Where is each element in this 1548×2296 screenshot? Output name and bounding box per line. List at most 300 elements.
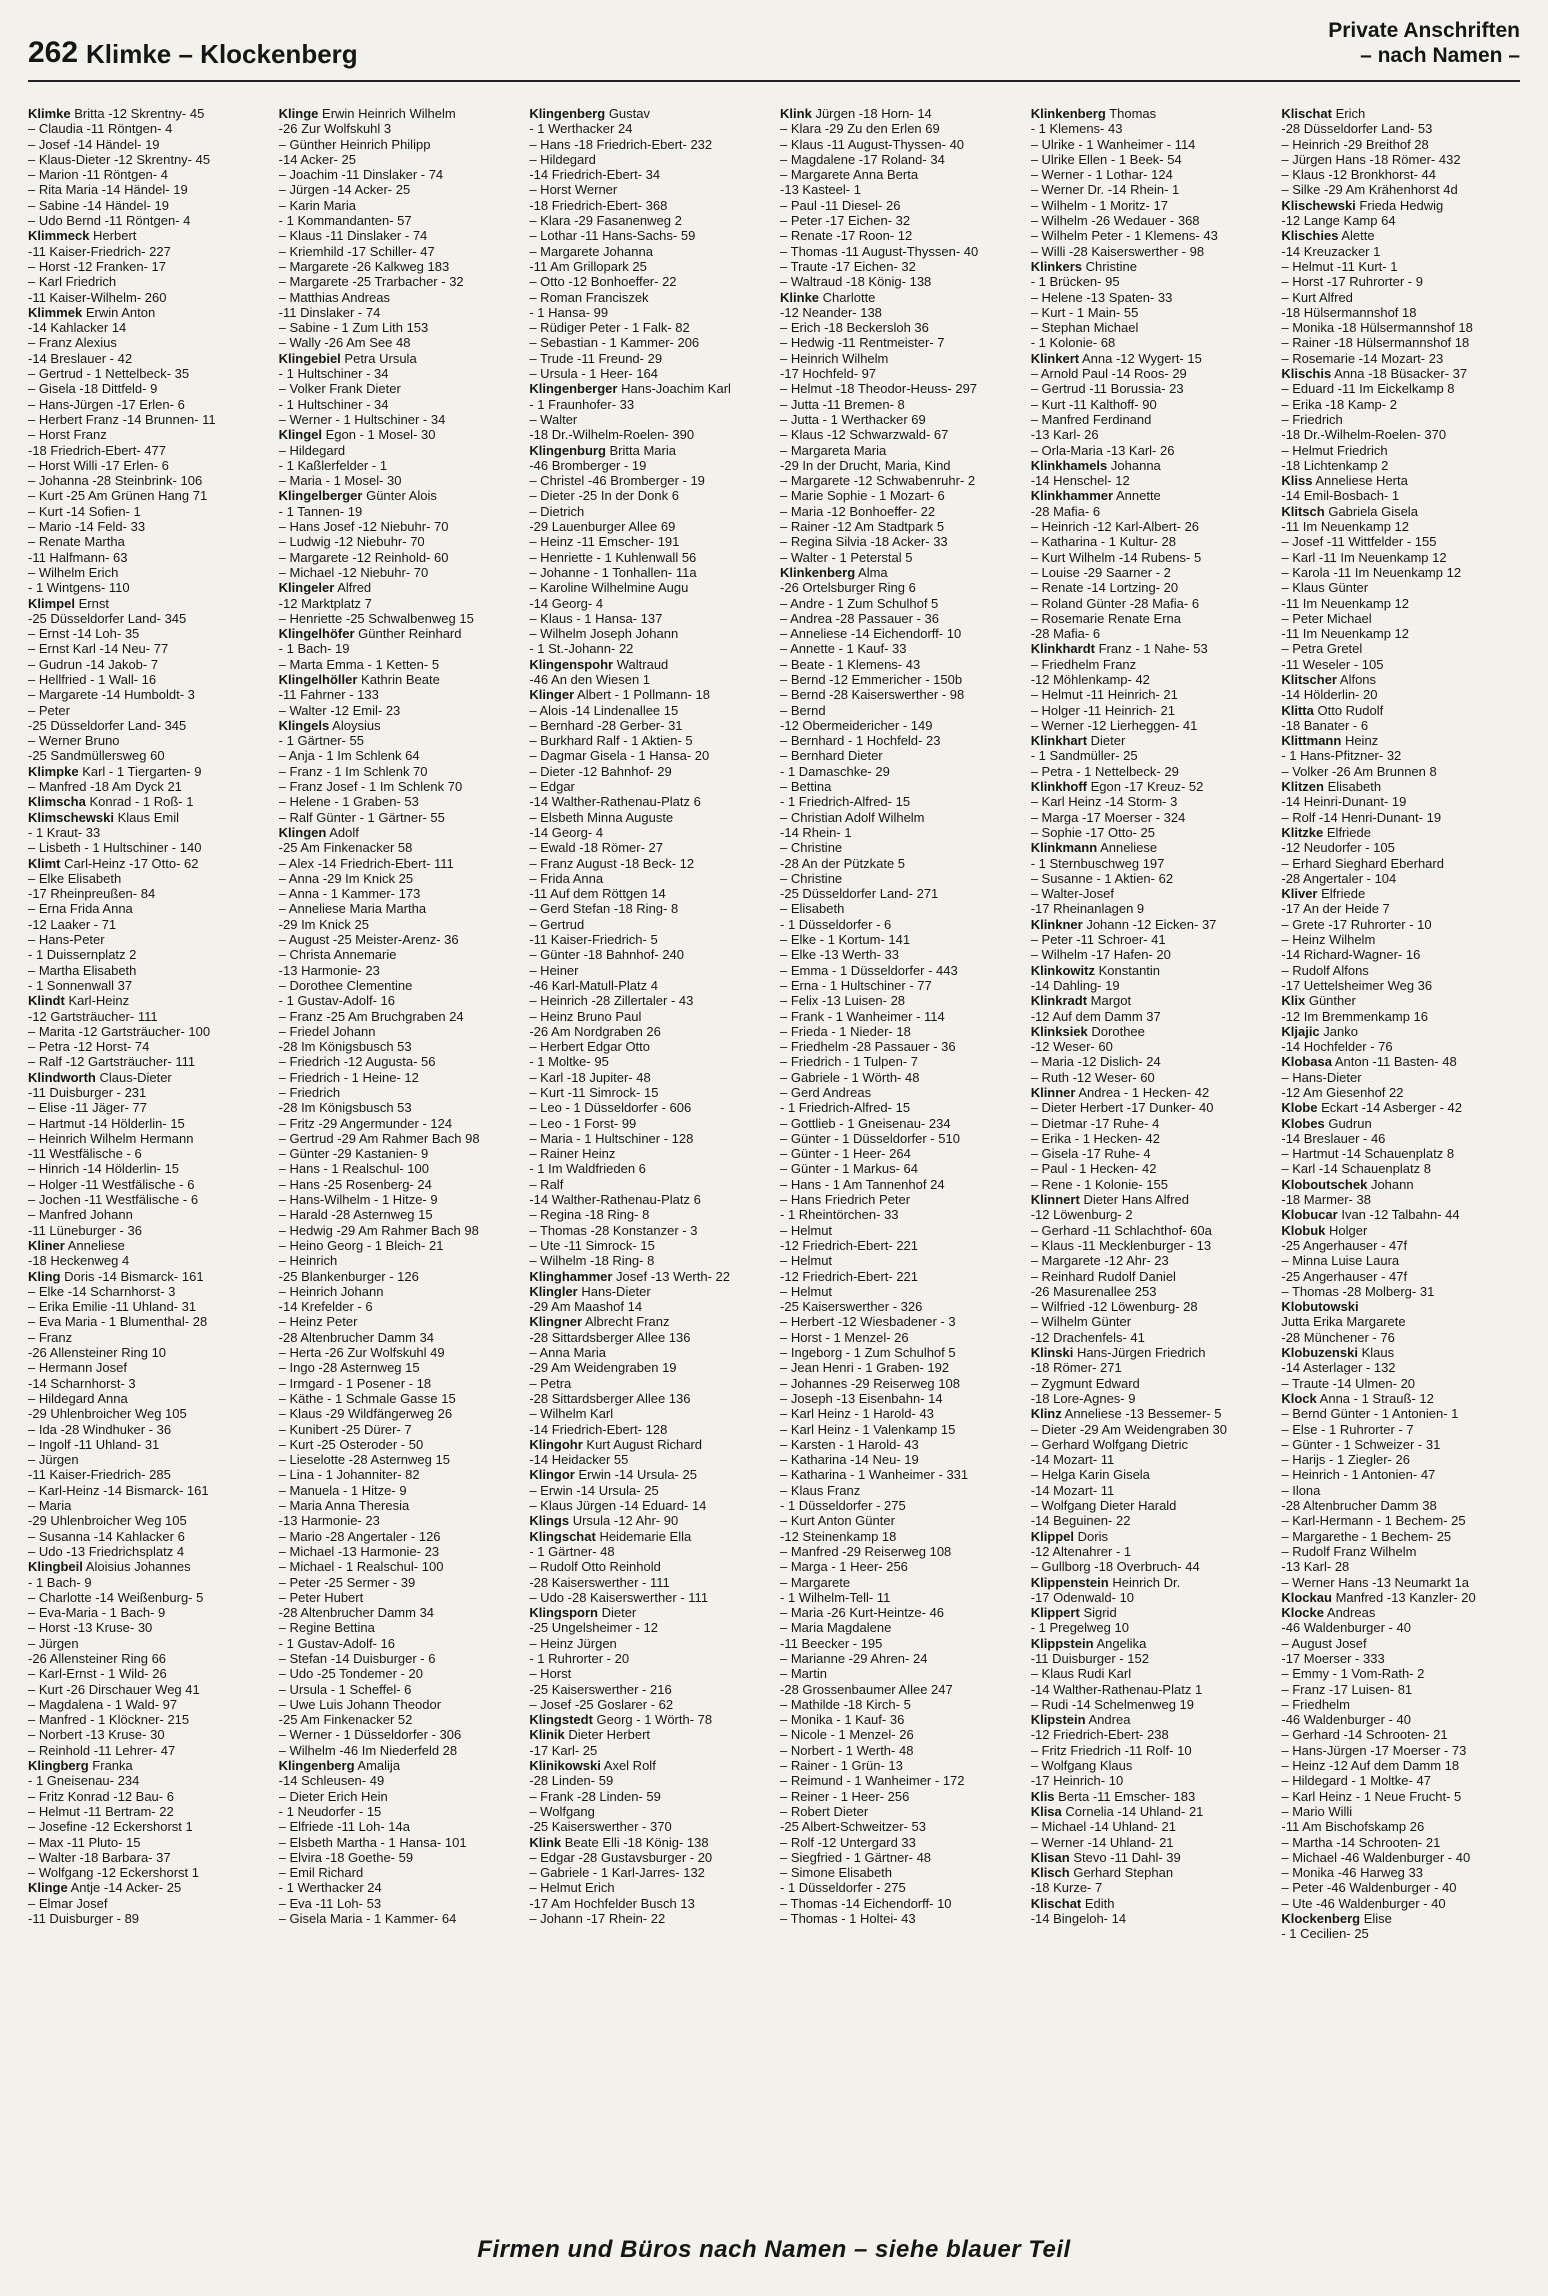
entry-text: – Wilhelm Joseph Johann xyxy=(529,626,679,642)
directory-entry-line xyxy=(529,504,768,519)
directory-entry-line xyxy=(28,1284,267,1299)
directory-column-1 xyxy=(28,106,267,2204)
entry-text: – Henriette - 1 Kuhlenwall 56 xyxy=(529,549,697,565)
directory-entry-head xyxy=(1031,1804,1270,1819)
directory-entry-line xyxy=(1031,274,1270,289)
directory-entry-line xyxy=(28,1223,267,1238)
directory-entry-line xyxy=(1281,1896,1520,1911)
directory-entry-line xyxy=(1031,1299,1270,1314)
directory-entry-head xyxy=(1031,488,1270,503)
surname: Kljajic xyxy=(1281,1023,1320,1039)
entry-text: – Heinz -12 Auf dem Damm 18 xyxy=(1281,1758,1460,1774)
entry-text: – Marion -11 Röntgen- 4 xyxy=(28,167,168,183)
directory-entry-line xyxy=(780,1605,1019,1620)
directory-entry-head xyxy=(279,106,518,121)
entry-text: – Franz - 1 Im Schlenk 70 xyxy=(278,763,428,779)
directory-entry-head xyxy=(279,672,518,687)
entry-text: – Udo Bernd -11 Röntgen- 4 xyxy=(28,213,191,229)
directory-entry-line xyxy=(279,1789,518,1804)
surname: Klinkowitz xyxy=(1030,962,1095,978)
directory-entry-line xyxy=(780,1192,1019,1207)
entry-text: – Thomas -28 Molberg- 31 xyxy=(1281,1283,1435,1299)
directory-entry-line xyxy=(279,335,518,350)
directory-entry-line xyxy=(28,1376,267,1391)
surname: Kliver xyxy=(1281,886,1318,902)
directory-entry-line xyxy=(28,1605,267,1620)
directory-entry-head xyxy=(1281,1116,1520,1131)
directory-entry-line xyxy=(529,1177,768,1192)
directory-entry-head xyxy=(1281,1100,1520,1115)
directory-entry-line xyxy=(529,1223,768,1238)
directory-entry-line xyxy=(1281,1559,1520,1574)
entry-text: – Claudia -11 Röntgen- 4 xyxy=(28,121,173,137)
directory-entry-line xyxy=(28,1682,267,1697)
entry-text: -12 Weser- 60 xyxy=(1030,1039,1113,1055)
entry-text: – Rudolf Franz Wilhelm xyxy=(1281,1543,1417,1559)
entry-text: -14 Walther-Rathenau-Platz 1 xyxy=(1030,1681,1203,1697)
entry-text: – Heino Georg - 1 Bleich- 21 xyxy=(278,1237,444,1253)
entry-text: – Gabriele - 1 Wörth- 48 xyxy=(780,1069,920,1085)
directory-entry-line xyxy=(1281,1070,1520,1085)
entry-text: -17 Am Hochfelder Busch 13 xyxy=(529,1895,695,1911)
entry-text: -12 Friedrich-Ebert- 221 xyxy=(780,1268,919,1284)
entry-text: – Roland Günter -28 Mafia- 6 xyxy=(1030,595,1200,611)
directory-entry-head xyxy=(1031,351,1270,366)
directory-entry-line xyxy=(780,1529,1019,1544)
entry-text: – Gertrud - 1 Nettelbeck- 35 xyxy=(28,366,190,382)
directory-entry-line xyxy=(1281,641,1520,656)
directory-entry-head xyxy=(279,626,518,641)
directory-entry-line xyxy=(1031,1039,1270,1054)
entry-text: – Michael - 1 Realschul- 100 xyxy=(278,1559,444,1575)
entry-text: – Michael -14 Uhland- 21 xyxy=(1030,1819,1176,1835)
directory-entry-line xyxy=(28,657,267,672)
directory-entry-line xyxy=(279,1666,518,1681)
directory-entry-line xyxy=(279,978,518,993)
entry-text: – Maria -12 Dislich- 24 xyxy=(1030,1054,1161,1070)
entry-text: – Margarethe - 1 Bechem- 25 xyxy=(1281,1528,1452,1544)
entry-text: Franz - 1 Nahe- 53 xyxy=(1098,641,1208,657)
directory-entry-line xyxy=(279,1865,518,1880)
entry-text: Anneliese xyxy=(1100,840,1158,856)
entry-text: – Martha -14 Schrooten- 21 xyxy=(1281,1834,1441,1850)
entry-text: – Udo -13 Friedrichsplatz 4 xyxy=(28,1543,185,1559)
entry-text: – Christine xyxy=(780,840,843,856)
directory-entry-line xyxy=(1031,1146,1270,1161)
entry-text: – Manuela - 1 Hitze- 9 xyxy=(278,1482,407,1498)
directory-entry-line xyxy=(529,718,768,733)
directory-entry-line xyxy=(529,473,768,488)
directory-entry-line xyxy=(529,1070,768,1085)
entry-text: – Werner Bruno xyxy=(28,733,120,749)
entry-text: – Jürgen -14 Acker- 25 xyxy=(278,182,411,198)
directory-entry-line xyxy=(529,978,768,993)
entry-text: – Günther Heinrich Philipp xyxy=(278,136,431,152)
directory-entry-line xyxy=(780,856,1019,871)
entry-text: – Else - 1 Ruhrorter - 7 xyxy=(1281,1421,1414,1437)
entry-text: -28 Im Königsbusch 53 xyxy=(278,1039,412,1055)
directory-entry-line xyxy=(529,1666,768,1681)
directory-entry-line xyxy=(529,412,768,427)
directory-entry-line xyxy=(1281,550,1520,565)
directory-entry-line xyxy=(1281,1330,1520,1345)
entry-text: -29 Uhlenbroicher Weg 105 xyxy=(28,1513,187,1529)
directory-entry-line xyxy=(28,901,267,916)
directory-entry-line xyxy=(279,748,518,763)
entry-text: -11 Westfälische - 6 xyxy=(28,1146,142,1162)
directory-entry-line xyxy=(279,443,518,458)
surname: Klingler xyxy=(529,1283,578,1299)
entry-text: Kathrin Beate xyxy=(361,671,440,687)
surname: Klinge xyxy=(28,1880,68,1896)
directory-entry-line xyxy=(28,1330,267,1345)
entry-text: – Dieter Herbert -17 Dunker- 40 xyxy=(1030,1100,1214,1116)
directory-entry-line xyxy=(1031,1376,1270,1391)
entry-text: – Margarete Johanna xyxy=(529,243,653,259)
directory-entry-line xyxy=(1281,1483,1520,1498)
entry-text: – Hans - 1 Am Tannenhof 24 xyxy=(780,1176,945,1192)
directory-entry-head xyxy=(529,1712,768,1727)
directory-entry-line xyxy=(1281,1009,1520,1024)
entry-text: Albrecht Franz xyxy=(584,1314,670,1330)
entry-text: -12 Auf dem Damm 37 xyxy=(1030,1008,1161,1024)
surname: Klingbeil xyxy=(28,1559,83,1575)
entry-text: – Joachim -11 Dinslaker - 74 xyxy=(278,167,444,183)
entry-text: – Wolfgang Dieter Harald xyxy=(1030,1498,1177,1514)
directory-entry-line xyxy=(529,167,768,182)
entry-text: -14 Richard-Wagner- 16 xyxy=(1281,947,1421,963)
directory-entry-line xyxy=(279,458,518,473)
directory-entry-line xyxy=(1281,274,1520,289)
entry-text: – Matthias Andreas xyxy=(278,289,390,305)
entry-text: – Katharina -14 Neu- 19 xyxy=(780,1452,919,1468)
directory-entry-line xyxy=(1031,366,1270,381)
entry-text: – Heinz Jürgen xyxy=(529,1635,617,1651)
entry-text: – Karl Heinz -14 Storm- 3 xyxy=(1030,794,1178,810)
entry-text: – Gisela -17 Ruhe- 4 xyxy=(1030,1146,1151,1162)
directory-entry-line xyxy=(529,886,768,901)
directory-entry-line xyxy=(28,1896,267,1911)
surname: Klinkner xyxy=(1030,916,1083,932)
directory-entry-line xyxy=(529,1743,768,1758)
directory-entry-line xyxy=(1031,443,1270,458)
directory-entry-line xyxy=(1281,1376,1520,1391)
directory-entry-line xyxy=(529,1651,768,1666)
surname: Klisch xyxy=(1030,1865,1070,1881)
entry-text: – Uwe Luis Johann Theodor xyxy=(278,1696,442,1712)
directory-entry-line xyxy=(1031,978,1270,993)
directory-entry-line xyxy=(28,1620,267,1635)
directory-entry-line xyxy=(529,1054,768,1069)
entry-text: -28 Kaiserswerther - 111 xyxy=(529,1574,670,1590)
directory-entry-line xyxy=(1281,1039,1520,1054)
directory-entry-line xyxy=(780,1406,1019,1421)
directory-entry-line xyxy=(1281,1544,1520,1559)
surname: Klinkers xyxy=(1030,258,1082,274)
entry-text: – Petra xyxy=(529,1375,572,1391)
entry-text: -17 Heinrich- 10 xyxy=(1030,1773,1124,1789)
directory-entry-line xyxy=(1031,1758,1270,1773)
directory-entry-line xyxy=(529,519,768,534)
entry-text: – Heinz Wilhelm xyxy=(1281,932,1376,948)
directory-entry-head xyxy=(279,718,518,733)
entry-text: – Rainer -18 Hülsermannshof 18 xyxy=(1281,335,1470,351)
entry-text: -12 Laaker - 71 xyxy=(28,916,117,932)
entry-text: – Bernd xyxy=(780,702,826,718)
entry-text: – Hartmut -14 Hölderlin- 15 xyxy=(28,1115,185,1131)
directory-entry-head xyxy=(28,106,267,121)
directory-entry-line xyxy=(1031,687,1270,702)
directory-entry-line xyxy=(529,1131,768,1146)
directory-entry-head xyxy=(28,1238,267,1253)
directory-entry-line xyxy=(28,1727,267,1742)
directory-entry-line xyxy=(1281,259,1520,274)
entry-text: – Wilhelm -18 Ring- 8 xyxy=(529,1253,655,1269)
directory-entry-line xyxy=(529,1192,768,1207)
entry-text: – Erich -18 Beckersloh 36 xyxy=(780,320,929,336)
directory-entry-line xyxy=(1031,1452,1270,1467)
entry-text: -46 Waldenburger - 40 xyxy=(1281,1712,1411,1728)
directory-entry-line xyxy=(279,1575,518,1590)
entry-text: Josef -13 Werth- 22 xyxy=(616,1268,730,1284)
directory-entry-line xyxy=(780,978,1019,993)
directory-entry-line xyxy=(279,641,518,656)
entry-text: Frieda Hedwig xyxy=(1359,197,1444,213)
entry-text: - 1 Hans-Pfitzner- 32 xyxy=(1281,748,1402,764)
directory-entry-head xyxy=(1281,703,1520,718)
directory-entry-line xyxy=(1031,1253,1270,1268)
page-range-title: Klimke – Klockenberg xyxy=(86,39,358,69)
entry-text: – Helmut -18 Theodor-Heuss- 297 xyxy=(780,381,978,397)
directory-entry-line xyxy=(529,764,768,779)
entry-text: – Joseph -13 Eisenbahn- 14 xyxy=(780,1390,943,1406)
entry-text: – Gabriele - 1 Karl-Jarres- 132 xyxy=(529,1865,705,1881)
surname: Klinkhamels xyxy=(1030,457,1108,473)
directory-entry-line xyxy=(1281,458,1520,473)
directory-entry-head xyxy=(28,1880,267,1895)
directory-entry-head xyxy=(529,1269,768,1284)
entry-text: – Martin xyxy=(780,1666,827,1682)
surname: Klimt xyxy=(28,855,61,871)
entry-text: -26 Masurenallee 253 xyxy=(1030,1283,1157,1299)
entry-text: Axel Rolf xyxy=(603,1758,656,1774)
directory-entry-head xyxy=(28,856,267,871)
entry-text: – Jutta - 1 Werthacker 69 xyxy=(780,411,926,427)
entry-text: – Friedhelm xyxy=(1281,1696,1350,1712)
entry-text: -14 Friedrich-Ebert- 34 xyxy=(529,167,661,183)
directory-entry-line xyxy=(529,121,768,136)
directory-entry-line xyxy=(1031,1314,1270,1329)
entry-text: – Ulrike Ellen - 1 Beek- 54 xyxy=(1030,151,1182,167)
directory-entry-line xyxy=(780,1666,1019,1681)
entry-text: -13 Karl- 28 xyxy=(1281,1559,1350,1575)
entry-text: -11 Im Neuenkamp 12 xyxy=(1281,595,1410,611)
directory-entry-line xyxy=(780,1727,1019,1742)
directory-entry-line xyxy=(1281,1712,1520,1727)
directory-entry-line xyxy=(780,1207,1019,1222)
entry-text: – Friedrich - 1 Heine- 12 xyxy=(278,1069,419,1085)
entry-text: – Wolfgang xyxy=(529,1803,595,1819)
entry-text: – Marianne -29 Ahren- 24 xyxy=(780,1650,928,1666)
directory-entry-line xyxy=(529,366,768,381)
directory-entry-line xyxy=(529,779,768,794)
directory-entry-head xyxy=(1031,641,1270,656)
directory-entry-line xyxy=(529,703,768,718)
entry-text: – Josef -11 Wittfelder - 155 xyxy=(1281,534,1437,550)
entry-text: -14 Heinri-Dunant- 19 xyxy=(1281,794,1407,810)
surname: Kliner xyxy=(28,1237,65,1253)
directory-entry-line xyxy=(1281,1682,1520,1697)
directory-entry-line xyxy=(529,1544,768,1559)
directory-entry-line xyxy=(28,733,267,748)
directory-entry-line xyxy=(279,1009,518,1024)
entry-text: Gabriela Gisela xyxy=(1328,503,1418,519)
entry-text: -18 Lore-Agnes- 9 xyxy=(1030,1390,1136,1406)
directory-entry-line xyxy=(1281,213,1520,228)
directory-entry-line xyxy=(1031,703,1270,718)
entry-text: – Helga Karin Gisela xyxy=(1030,1467,1150,1483)
entry-text: – Rainer - 1 Grün- 13 xyxy=(780,1758,903,1774)
entry-text: – Renate Martha xyxy=(28,534,125,550)
directory-entry-line xyxy=(780,596,1019,611)
entry-text: -18 Friedrich-Ebert- 368 xyxy=(529,197,668,213)
directory-entry-line xyxy=(1031,1819,1270,1834)
entry-text: – Frank -28 Linden- 59 xyxy=(529,1788,661,1804)
entry-text: Doris xyxy=(1077,1528,1108,1544)
entry-text: – Maria Anna Theresia xyxy=(278,1498,410,1514)
directory-entry-line xyxy=(279,244,518,259)
entry-text: – Maria xyxy=(28,1498,72,1514)
entry-text: – Harald -28 Asternweg 15 xyxy=(278,1207,433,1223)
entry-text: – Wilhelm Erich xyxy=(28,564,119,580)
surname: Klitscher xyxy=(1281,671,1337,687)
entry-text: – Dieter -12 Bahnhof- 29 xyxy=(529,763,672,779)
directory-entry-line xyxy=(1281,1146,1520,1161)
surname: Klimmek xyxy=(28,304,83,320)
entry-text: – Gerd Andreas xyxy=(780,1085,872,1100)
entry-text: – Kunibert -25 Dürer- 7 xyxy=(278,1421,412,1437)
surname: Klingelhöller xyxy=(278,671,358,687)
entry-text: Elfriede xyxy=(1321,886,1366,902)
entry-text: -25 Ungelsheimer - 12 xyxy=(529,1620,658,1636)
directory-entry-line xyxy=(1281,121,1520,136)
directory-entry-head xyxy=(1281,1207,1520,1222)
surname: Klimschewski xyxy=(28,809,114,825)
directory-entry-line xyxy=(1031,657,1270,672)
directory-entry-line xyxy=(279,1483,518,1498)
entry-text: – Elise -11 Jäger- 77 xyxy=(28,1100,147,1116)
directory-entry-line xyxy=(28,1391,267,1406)
directory-entry-line xyxy=(780,825,1019,840)
entry-text: - 1 Cecilien- 25 xyxy=(1281,1926,1369,1942)
directory-entry-line xyxy=(1281,1804,1520,1819)
entry-text: Amalija xyxy=(357,1758,401,1774)
entry-text: – Katharina - 1 Kultur- 28 xyxy=(1030,534,1176,550)
directory-entry-line xyxy=(1281,1513,1520,1528)
entry-text: - 1 Düsseldorfer - 275 xyxy=(780,1498,906,1514)
entry-text: -28 Düsseldorfer Land- 53 xyxy=(1281,121,1433,137)
directory-entry-line xyxy=(279,1498,518,1513)
directory-entry-line xyxy=(1281,1406,1520,1421)
directory-entry-line xyxy=(279,1116,518,1131)
entry-text: – Günter - 1 Markus- 64 xyxy=(780,1161,919,1177)
entry-text: -11 Halfmann- 63 xyxy=(28,549,128,565)
entry-text: – Traute -14 Ulmen- 20 xyxy=(1281,1375,1416,1391)
surname: Klinner xyxy=(1030,1085,1076,1100)
entry-text: Anneliese xyxy=(67,1237,125,1253)
entry-text: -14 Breslauer - 46 xyxy=(1281,1130,1386,1146)
entry-text: - 1 Ruhrorter - 20 xyxy=(529,1650,630,1666)
entry-text: – Klaus -11 August-Thyssen- 40 xyxy=(780,136,965,152)
directory-entry-line xyxy=(28,1666,267,1681)
entry-text: – Elfriede -11 Loh- 14a xyxy=(278,1819,410,1835)
directory-entry-line xyxy=(780,167,1019,182)
directory-entry-line xyxy=(780,550,1019,565)
entry-text: – Maria -12 Bonhoeffer- 22 xyxy=(780,503,936,519)
directory-entry-line xyxy=(279,152,518,167)
directory-entry-line xyxy=(1281,1835,1520,1850)
entry-text: – Traute -17 Eichen- 32 xyxy=(780,258,916,274)
directory-entry-line xyxy=(28,1743,267,1758)
directory-entry-line xyxy=(1281,1131,1520,1146)
directory-entry-line xyxy=(780,580,1019,595)
entry-text: Heinz xyxy=(1344,733,1379,749)
directory-entry-line xyxy=(780,1513,1019,1528)
directory-entry-head xyxy=(1031,840,1270,855)
entry-text: -25 Blankenburger - 126 xyxy=(278,1268,419,1284)
directory-entry-line xyxy=(780,779,1019,794)
surname: Klobutowski xyxy=(1281,1299,1359,1315)
directory-entry-line xyxy=(780,1835,1019,1850)
entry-text: – Hildegard xyxy=(278,442,346,458)
entry-text: – Gertrud -29 Am Rahmer Bach 98 xyxy=(278,1130,480,1146)
entry-text: – Christel -46 Bromberger - 19 xyxy=(529,473,705,489)
directory-entry-line xyxy=(780,1620,1019,1635)
directory-entry-line xyxy=(780,320,1019,335)
directory-entry-line xyxy=(780,1544,1019,1559)
entry-text: Anneliese Herta xyxy=(1315,473,1408,489)
directory-entry-line xyxy=(1031,473,1270,488)
entry-text: – Werner Hans -13 Neumarkt 1a xyxy=(1281,1574,1469,1590)
directory-entry-line xyxy=(279,1697,518,1712)
entry-text: – Sophie -17 Otto- 25 xyxy=(1030,824,1155,840)
entry-text: – Manfred Johann xyxy=(28,1207,133,1223)
directory-entry-line xyxy=(1031,1131,1270,1146)
directory-entry-line xyxy=(1281,1865,1520,1880)
entry-text: – Heinrich Johann xyxy=(278,1283,384,1299)
directory-entry-line xyxy=(279,1590,518,1605)
directory-entry-line xyxy=(28,1819,267,1834)
directory-entry-line xyxy=(529,259,768,274)
entry-text: Jutta Erika Margarete xyxy=(1281,1314,1406,1330)
directory-entry-line xyxy=(279,1422,518,1437)
entry-text: Gustav xyxy=(608,106,650,121)
entry-text: – Franz xyxy=(28,1329,73,1345)
entry-text: – Käthe - 1 Schmale Gasse 15 xyxy=(278,1390,456,1406)
entry-text: – Karin Maria xyxy=(278,197,356,213)
directory-entry-line xyxy=(1281,1314,1520,1329)
directory-entry-head xyxy=(529,657,768,672)
entry-text: – Marga - 1 Heer- 256 xyxy=(780,1559,908,1575)
entry-text: – Reiner - 1 Heer- 256 xyxy=(780,1788,910,1804)
entry-text: – Hartmut -14 Schauenplatz 8 xyxy=(1281,1146,1455,1162)
entry-text: – Karl Heinz - 1 Harold- 43 xyxy=(780,1406,934,1422)
entry-text: Thomas xyxy=(1109,106,1157,121)
entry-text: – Helmut xyxy=(780,1283,833,1299)
entry-text: – Werner - 1 Düsseldorfer - 306 xyxy=(278,1727,462,1743)
entry-text: Dorothee xyxy=(1091,1023,1145,1039)
entry-text: – Andre - 1 Zum Schulhof 5 xyxy=(780,595,939,611)
